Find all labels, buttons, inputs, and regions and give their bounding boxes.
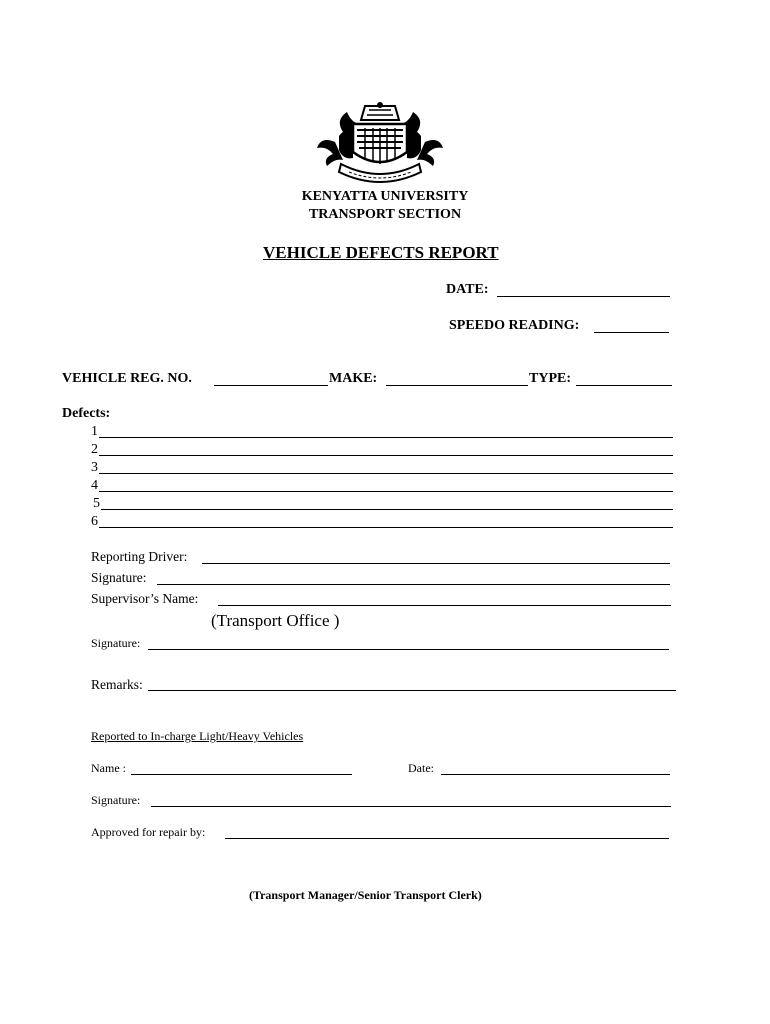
- page-title: VEHICLE DEFECTS REPORT: [263, 243, 499, 262]
- incharge-heading: Reported to In-charge Light/Heavy Vehicles: [91, 729, 304, 743]
- defect-number-4: 4: [91, 478, 98, 493]
- defect-line-3[interactable]: [99, 473, 673, 474]
- defect-number-6: 6: [91, 514, 98, 529]
- incharge-date-label: Date:: [408, 761, 434, 775]
- remarks-field[interactable]: [148, 690, 676, 691]
- defect-line-5[interactable]: [101, 509, 673, 510]
- type-label: TYPE:: [529, 371, 571, 386]
- make-label: MAKE:: [329, 371, 378, 386]
- supervisor-signature-field[interactable]: [148, 649, 669, 650]
- university-crest-logo: [313, 102, 447, 186]
- remarks-label: Remarks:: [91, 677, 143, 692]
- driver-signature-field[interactable]: [157, 584, 670, 585]
- defect-line-4[interactable]: [99, 491, 673, 492]
- vehicle-reg-label: VEHICLE REG. NO.: [62, 371, 192, 386]
- defect-number-5: 5: [93, 496, 100, 511]
- incharge-signature-label: Signature:: [91, 793, 141, 807]
- defect-number-2: 2: [91, 442, 98, 457]
- approved-for-repair-label: Approved for repair by:: [91, 825, 206, 839]
- speedo-reading-label: SPEEDO READING:: [449, 318, 580, 333]
- date-field[interactable]: [497, 296, 670, 297]
- incharge-name-label: Name :: [91, 761, 126, 775]
- supervisor-name-label: Supervisor’s Name:: [91, 591, 199, 606]
- date-label: DATE:: [446, 282, 489, 297]
- section-name: TRANSPORT SECTION: [308, 207, 462, 222]
- defect-number-3: 3: [91, 460, 98, 475]
- defect-line-2[interactable]: [99, 455, 673, 456]
- incharge-name-field[interactable]: [131, 774, 352, 775]
- incharge-signature-field[interactable]: [151, 806, 671, 807]
- supervisor-signature-label: Signature:: [91, 636, 141, 650]
- defect-line-1[interactable]: [99, 437, 673, 438]
- supervisor-name-field[interactable]: [218, 605, 671, 606]
- defect-line-6[interactable]: [99, 527, 673, 528]
- transport-office-caption: (Transport Office ): [211, 611, 340, 630]
- vehicle-reg-field[interactable]: [214, 385, 328, 386]
- incharge-date-field[interactable]: [441, 774, 670, 775]
- university-name: KENYATTA UNIVERSITY: [301, 189, 469, 204]
- speedo-reading-field[interactable]: [594, 332, 669, 333]
- approved-for-repair-field[interactable]: [225, 838, 669, 839]
- manager-caption: (Transport Manager/Senior Transport Clerk): [249, 888, 482, 902]
- make-field[interactable]: [386, 385, 528, 386]
- defects-label: Defects:: [62, 406, 111, 421]
- reporting-driver-field[interactable]: [202, 563, 670, 564]
- driver-signature-label: Signature:: [91, 570, 147, 585]
- defect-number-1: 1: [91, 424, 98, 439]
- reporting-driver-label: Reporting Driver:: [91, 549, 188, 564]
- type-field[interactable]: [576, 385, 672, 386]
